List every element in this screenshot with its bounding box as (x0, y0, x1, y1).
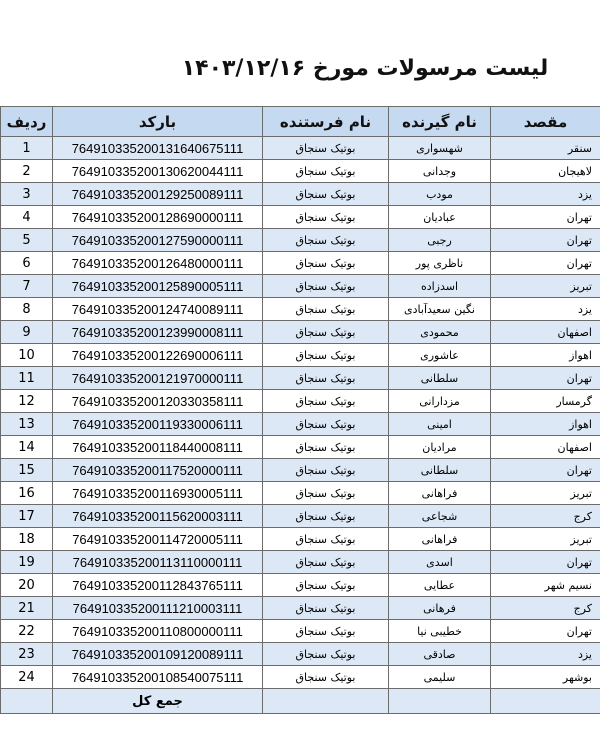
cell-destination: یزد (491, 643, 600, 666)
cell-barcode: 764910335200121970000111 (53, 367, 263, 390)
cell-receiver: عبادیان (389, 206, 491, 229)
cell-row-number: 4 (1, 206, 53, 229)
cell-row-number: 23 (1, 643, 53, 666)
header-receiver: نام گیرنده (389, 107, 491, 137)
cell-barcode: 764910335200120330358111 (53, 390, 263, 413)
cell-destination: تهران (491, 551, 600, 574)
table-row (1, 137, 600, 160)
table-row (1, 298, 600, 321)
cell-sender: بوتیک سنجاق (263, 597, 389, 620)
table-row (1, 482, 600, 505)
total-label: جمع کل (53, 689, 263, 714)
cell-destination: یزد (491, 298, 600, 321)
table-row (1, 643, 600, 666)
cell-barcode: 764910335200112843765111 (53, 574, 263, 597)
cell-sender: بوتیک سنجاق (263, 298, 389, 321)
cell-destination: نسیم شهر (491, 574, 600, 597)
cell-receiver: رجبی (389, 229, 491, 252)
cell-receiver: محمودی (389, 321, 491, 344)
cell-row-number: 1 (1, 137, 53, 160)
cell-row-number: 3 (1, 183, 53, 206)
cell-barcode: 764910335200130620044111 (53, 160, 263, 183)
cell-destination: تهران (491, 459, 600, 482)
cell-receiver: سلیمی (389, 666, 491, 689)
cell-destination: تهران (491, 367, 600, 390)
cell-row-number: 9 (1, 321, 53, 344)
header-row-number: ردیف (1, 107, 53, 137)
cell-sender: بوتیک سنجاق (263, 367, 389, 390)
header-sender: نام فرستنده (263, 107, 389, 137)
cell-barcode: 764910335200119330006111 (53, 413, 263, 436)
cell-sender: بوتیک سنجاق (263, 666, 389, 689)
cell-barcode: 764910335200129250089111 (53, 183, 263, 206)
cell-sender: بوتیک سنجاق (263, 482, 389, 505)
total-row (1, 689, 600, 714)
cell-receiver: شهسواری (389, 137, 491, 160)
cell-sender: بوتیک سنجاق (263, 436, 389, 459)
cell-receiver: سلطانی (389, 459, 491, 482)
cell-row-number: 17 (1, 505, 53, 528)
table-row (1, 666, 600, 689)
cell-destination: تهران (491, 229, 600, 252)
cell-row-number: 14 (1, 436, 53, 459)
cell-barcode: 764910335200118440008111 (53, 436, 263, 459)
table-row (1, 160, 600, 183)
table-row (1, 183, 600, 206)
cell-destination: سنقر (491, 137, 600, 160)
cell-sender: بوتیک سنجاق (263, 137, 389, 160)
table-row (1, 206, 600, 229)
table-row (1, 528, 600, 551)
cell-row-number: 11 (1, 367, 53, 390)
cell-row-number: 20 (1, 574, 53, 597)
total-empty-cell (389, 689, 491, 714)
cell-receiver: ناظری پور (389, 252, 491, 275)
cell-destination: اصفهان (491, 436, 600, 459)
table-row (1, 252, 600, 275)
cell-sender: بوتیک سنجاق (263, 206, 389, 229)
table-row (1, 551, 600, 574)
cell-sender: بوتیک سنجاق (263, 252, 389, 275)
cell-receiver: امینی (389, 413, 491, 436)
cell-sender: بوتیک سنجاق (263, 344, 389, 367)
cell-receiver: نگین سعیدآبادی (389, 298, 491, 321)
cell-sender: بوتیک سنجاق (263, 620, 389, 643)
cell-sender: بوتیک سنجاق (263, 574, 389, 597)
cell-row-number: 16 (1, 482, 53, 505)
header-destination: مقصد (491, 107, 600, 137)
table-row (1, 321, 600, 344)
cell-barcode: 764910335200127590000111 (53, 229, 263, 252)
table-row (1, 574, 600, 597)
cell-barcode: 764910335200124740089111 (53, 298, 263, 321)
cell-row-number: 21 (1, 597, 53, 620)
cell-receiver: اسدزاده (389, 275, 491, 298)
cell-destination: اهواز (491, 344, 600, 367)
cell-receiver: مودب (389, 183, 491, 206)
table-row (1, 367, 600, 390)
cell-destination: کرج (491, 597, 600, 620)
total-empty-cell (1, 689, 53, 714)
cell-barcode: 764910335200115620003111 (53, 505, 263, 528)
cell-receiver: عطایی (389, 574, 491, 597)
total-empty-cell (491, 689, 600, 714)
table-row (1, 413, 600, 436)
cell-receiver: صادقی (389, 643, 491, 666)
cell-row-number: 18 (1, 528, 53, 551)
table-row (1, 620, 600, 643)
cell-destination: یزد (491, 183, 600, 206)
table-body (1, 137, 600, 689)
cell-barcode: 764910335200122690006111 (53, 344, 263, 367)
cell-sender: بوتیک سنجاق (263, 528, 389, 551)
cell-barcode: 764910335200110800000111 (53, 620, 263, 643)
cell-receiver: فراهانی (389, 482, 491, 505)
cell-barcode: 764910335200108540075111 (53, 666, 263, 689)
table-row (1, 505, 600, 528)
cell-barcode: 764910335200113110000111 (53, 551, 263, 574)
table-row (1, 390, 600, 413)
cell-row-number: 12 (1, 390, 53, 413)
cell-receiver: سلطانی (389, 367, 491, 390)
cell-sender: بوتیک سنجاق (263, 229, 389, 252)
cell-destination: تبریز (491, 528, 600, 551)
shipments-table (0, 106, 600, 714)
cell-sender: بوتیک سنجاق (263, 275, 389, 298)
header-barcode: بارکد (53, 107, 263, 137)
cell-receiver: اسدی (389, 551, 491, 574)
cell-barcode: 764910335200128690000111 (53, 206, 263, 229)
cell-destination: گرمسار (491, 390, 600, 413)
cell-barcode: 764910335200117520000111 (53, 459, 263, 482)
cell-barcode: 764910335200111210003111 (53, 597, 263, 620)
cell-row-number: 22 (1, 620, 53, 643)
cell-destination: تبریز (491, 275, 600, 298)
table-row (1, 275, 600, 298)
cell-receiver: مرادیان (389, 436, 491, 459)
cell-destination: اصفهان (491, 321, 600, 344)
cell-sender: بوتیک سنجاق (263, 459, 389, 482)
cell-destination: کرج (491, 505, 600, 528)
cell-sender: بوتیک سنجاق (263, 505, 389, 528)
table-row (1, 436, 600, 459)
cell-row-number: 19 (1, 551, 53, 574)
cell-row-number: 24 (1, 666, 53, 689)
table-header-row (1, 107, 600, 137)
cell-row-number: 7 (1, 275, 53, 298)
cell-row-number: 6 (1, 252, 53, 275)
cell-sender: بوتیک سنجاق (263, 183, 389, 206)
table-row (1, 459, 600, 482)
cell-destination: اهواز (491, 413, 600, 436)
cell-destination: تبریز (491, 482, 600, 505)
cell-row-number: 5 (1, 229, 53, 252)
cell-receiver: عاشوری (389, 344, 491, 367)
cell-destination: تهران (491, 252, 600, 275)
cell-row-number: 8 (1, 298, 53, 321)
table-row (1, 597, 600, 620)
cell-sender: بوتیک سنجاق (263, 643, 389, 666)
cell-barcode: 764910335200123990008111 (53, 321, 263, 344)
cell-barcode: 764910335200125890005111 (53, 275, 263, 298)
cell-sender: بوتیک سنجاق (263, 321, 389, 344)
cell-destination: تهران (491, 206, 600, 229)
cell-barcode: 764910335200114720005111 (53, 528, 263, 551)
table-row (1, 344, 600, 367)
cell-receiver: فرهانی (389, 597, 491, 620)
cell-row-number: 2 (1, 160, 53, 183)
page-title: لیست مرسولات مورخ ۱۴۰۳/۱۲/۱۶ (181, 56, 549, 81)
cell-row-number: 13 (1, 413, 53, 436)
cell-row-number: 10 (1, 344, 53, 367)
table-row (1, 229, 600, 252)
cell-destination: لاهیجان (491, 160, 600, 183)
cell-barcode: 764910335200109120089111 (53, 643, 263, 666)
cell-destination: تهران (491, 620, 600, 643)
cell-receiver: فراهانی (389, 528, 491, 551)
cell-sender: بوتیک سنجاق (263, 160, 389, 183)
total-empty-cell (263, 689, 389, 714)
cell-receiver: شجاعی (389, 505, 491, 528)
cell-receiver: مزدارانی (389, 390, 491, 413)
cell-receiver: وجدانی (389, 160, 491, 183)
cell-barcode: 764910335200126480000111 (53, 252, 263, 275)
cell-barcode: 764910335200131640675111 (53, 137, 263, 160)
cell-barcode: 764910335200116930005111 (53, 482, 263, 505)
cell-sender: بوتیک سنجاق (263, 390, 389, 413)
cell-sender: بوتیک سنجاق (263, 413, 389, 436)
cell-receiver: خطیبی نیا (389, 620, 491, 643)
cell-destination: بوشهر (491, 666, 600, 689)
cell-sender: بوتیک سنجاق (263, 551, 389, 574)
cell-row-number: 15 (1, 459, 53, 482)
